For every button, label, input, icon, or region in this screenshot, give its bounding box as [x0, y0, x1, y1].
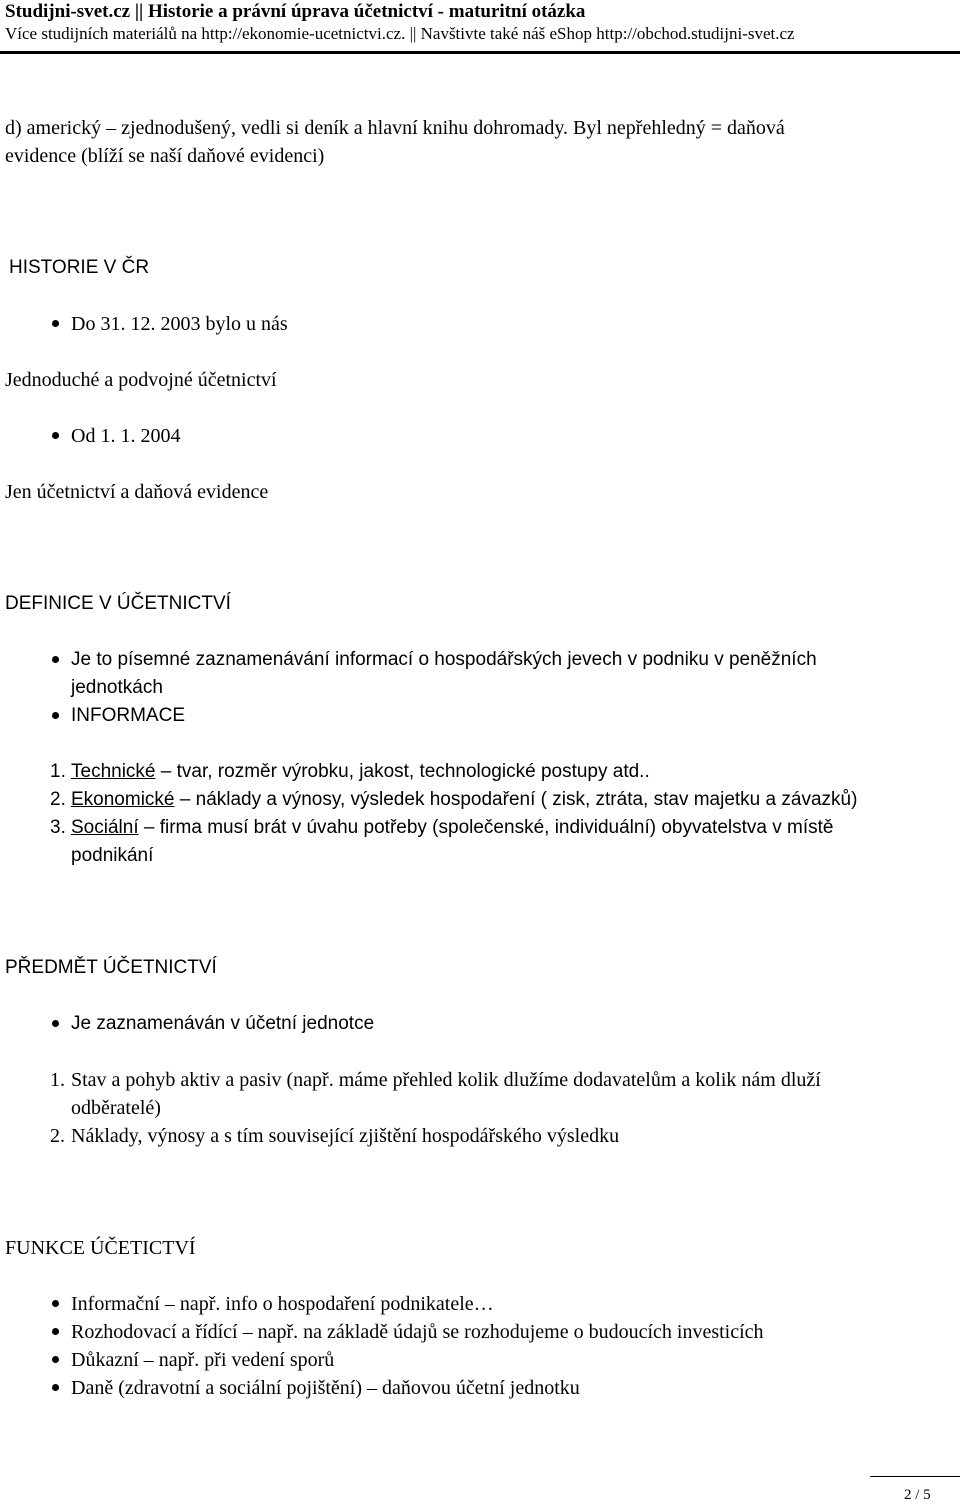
document-header-title: Studijni-svet.cz || Historie a právní úprava účetnictví - maturitní otázka [5, 1, 586, 22]
page-number: 2 / 5 [904, 1487, 931, 1503]
bullet-icon [52, 1384, 59, 1391]
definition-item-3-number: 3. [50, 817, 66, 838]
definition-item-1-term: Technické [71, 761, 156, 782]
subject-item-2: Náklady, výnosy a s tím související zjištění hospodářského výsledku [71, 1125, 620, 1147]
definition-item-3-text: – firma musí brát v úvahu potřeby (společenské, individuální) obyvatelstva v místě [138, 817, 834, 838]
subject-item-1-line-2: odběratelé) [71, 1097, 161, 1119]
bullet-icon [52, 432, 59, 439]
definition-item-3-continuation: podnikání [71, 845, 154, 866]
functions-bullet-3: Důkazní – např. při vedení sporů [71, 1349, 335, 1371]
functions-bullet-4: Daně (zdravotní a sociální pojištění) – daňovou účetní jednotku [71, 1377, 580, 1399]
subject-item-1-number: 1. [50, 1069, 65, 1091]
header-divider [0, 51, 960, 54]
bullet-icon [52, 320, 59, 327]
functions-bullet-2: Rozhodovací a řídící – např. na základě údajů se rozhodujeme o budoucích investicích [71, 1321, 764, 1343]
bullet-icon [52, 656, 59, 663]
definition-item-2-number: 2. [50, 789, 66, 810]
definition-bullet-1-line-2: jednotkách [71, 677, 163, 698]
intro-line-1: d) americký – zjednodušený, vedli si deník a hlavní knihu dohromady. Byl nepřehledný = daňová [5, 117, 785, 139]
bullet-icon [52, 1300, 59, 1307]
definition-item-2-term: Ekonomické [71, 789, 175, 810]
history-line-1: Jednoduché a podvojné účetnictví [5, 369, 277, 391]
bullet-icon [52, 1328, 59, 1335]
definition-item-3-term: Sociální [71, 817, 139, 838]
bullet-icon [52, 1020, 59, 1027]
functions-bullet-1: Informační – např. info o hospodaření podnikatele… [71, 1293, 494, 1315]
history-heading: HISTORIE V ČR [9, 257, 150, 278]
definition-item-1 [71, 758, 650, 786]
bullet-icon [52, 712, 59, 719]
definition-item-3 [71, 814, 833, 842]
functions-heading: FUNKCE ÚČETICTVÍ [5, 1237, 196, 1259]
history-bullet-2: Od 1. 1. 2004 [71, 425, 181, 447]
history-line-2: Jen účetnictví a daňová evidence [5, 481, 269, 503]
definition-item-2-text: – náklady a výnosy, výsledek hospodaření ( zisk, ztráta, stav majetku a závazků) [174, 789, 858, 810]
history-bullet-1: Do 31. 12. 2003 bylo u nás [71, 313, 288, 335]
bullet-icon [52, 1356, 59, 1363]
footer-divider [870, 1476, 960, 1477]
subject-item-1-line-1: Stav a pohyb aktiv a pasiv (např. máme přehled kolik dlužíme dodavatelům a kolik nám dluží [71, 1069, 821, 1091]
subject-heading: PŘEDMĚT ÚČETNICTVÍ [5, 957, 217, 978]
subject-item-2-number: 2. [50, 1125, 65, 1147]
subject-bullet-1: Je zaznamenáván v účetní jednotce [71, 1013, 375, 1034]
definition-item-1-number: 1. [50, 761, 66, 782]
document-header-subtitle: Více studijních materiálů na http://ekonomie-ucetnictvi.cz. || Navštivte také náš eShop http://obchod.studijni-svet.cz [5, 24, 795, 43]
definition-bullet-2: INFORMACE [71, 705, 185, 726]
definition-item-2 [71, 786, 857, 814]
intro-line-2: evidence (blíží se naší daňové evidenci) [5, 145, 325, 167]
definition-heading: DEFINICE V ÚČETNICTVÍ [5, 593, 231, 614]
definition-item-1-text: – tvar, rozměr výrobku, jakost, technologické postupy atd.. [155, 761, 650, 782]
definition-bullet-1-line-1: Je to písemné zaznamenávání informací o hospodářských jevech v podniku v peněžních [71, 649, 817, 670]
